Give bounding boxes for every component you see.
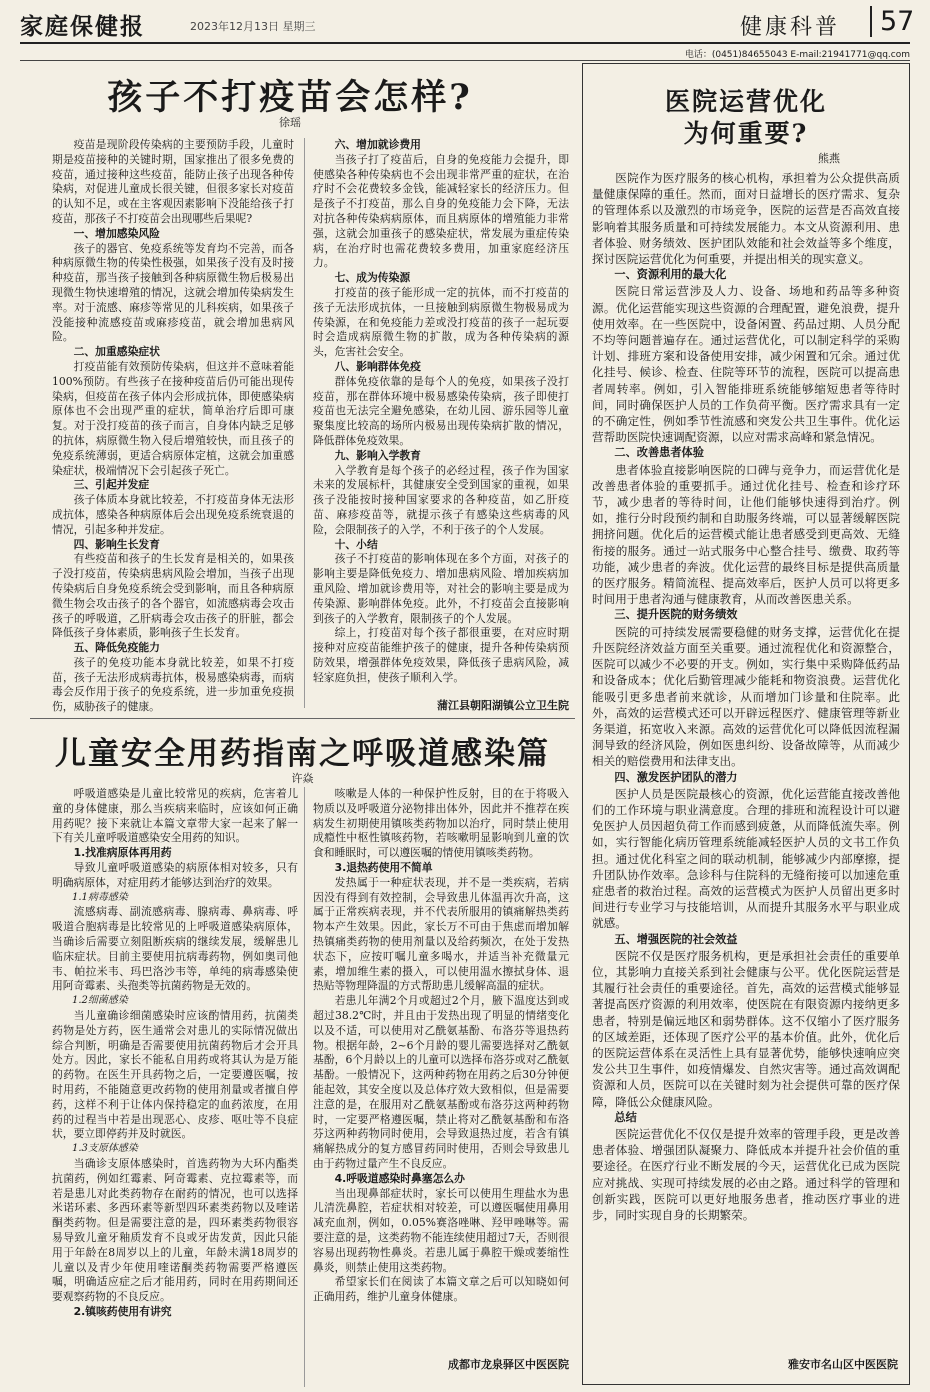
paragraph: 呼吸道感染是儿童比较常见的疾病，危害着儿童的身体健康，那么当疾病来临时，应该如何正确用药呢？接下来就让本篇文章带大家一起来了解一下有关儿童呼吸道感染安全用药的知识。 [52,787,298,845]
subheading: 五、增强医院的社会效益 [614,932,738,946]
paragraph: 打疫苗能有效预防传染病，但这并不意味着能100%预防。有些孩子在接种疫苗后仍可能出现传染病，但疫苗在孩子体内会形成抗体，即使感染病原体也不会出现严重的症状，简单治疗后即可康复。对于没打疫苗的孩子而言，自身体内缺乏足够的抗体，病原微生物入侵后增殖较快，而且孩子的免疫系统薄弱，更适合病原体定植，这就会加重感染症状，极端情况下会引起孩子死亡。 [52,359,294,477]
column-divider [304,138,305,708]
column-divider [304,787,305,1387]
paragraph: 发热属于一种症状表现，并不是一类疾病，若病因没有得到有效控制，会导致患儿体温再次升高，这属于正常疾病表现，并不代表所服用的镇痛解热类药物本产生效果。因此，家长万不可由于焦虑而增加解热镇痛类药物的使用剂量以及给药频次，在处于发热状态下，应按叮嘱儿童多喝水，并适当补充微量元素，增加维生素的摄入，可以使用温水擦拭身体、退热贴等物理降温的方式帮助患儿缓解高温的症状。 [313,875,569,993]
paragraph: 当孩子打了疫苗后，自身的免疫能力会提升，即使感染各种传染病也不会出现非常严重的症状，在治疗时不会花费较多金钱，能减轻家长的经济压力。但是孩子不打疫苗，那么自身的免疫能力会下降，无法对抗各种传染病病原体，而且病原体的增殖能力非常强，这就会加重孩子的感染症状，常发展为重症传染病，在治疗时也需花费较多费用，加重家庭经济压力。 [313,152,569,270]
paragraph: 医院的可持续发展需要稳健的财务支撑，运营优化在提升医院经济效益方面至关重要。通过流程优化和资源整合，医院可以减少不必要的开支。例如，实行集中采购降低药品和设备成本；优化后勤管理减少能耗和物资浪费。运营优化能吸引更多患者前来就诊，从而增加门诊量和住院率。此外，高效的运营模式还可以开辟远程医疗、健康管理等新业务渠道，拓宽收入来源。高效的运营优化可以降低因流程漏洞导致的经济风险，例如医患纠纷、设备故障等，从而减少相关的赔偿费用和法律支出。 [592,624,900,769]
paragraph: 孩子的免疫功能本身就比较差，如果不打疫苗，孩子无法形成病毒抗体，极易感染病毒，而病毒会反作用于孩子的免疫系统，进一步加重免疫损伤，威胁孩子的健康。 [52,655,294,713]
subheading: 一、增加感染风险 [73,226,160,240]
paragraph: 有些疫苗和孩子的生长发育是相关的，如果孩子没打疫苗，传染病患病风险会增加，当孩子出现传染病后自身免疫系统会受到影响，而且各种病原微生物会攻击孩子的各个器官，如流感病毒会攻击孩子的呼吸道，乙肝病毒会攻击孩子的肝脏，都会降低孩子身体素质，影响孩子生长发育。 [52,552,294,640]
paragraph: 当儿童确诊细菌感染时应该酌情用药，抗菌类药物是处方药，医生通常会对患儿的实际情况做出综合判断，明确是否需要使用抗菌药物后才会开具处方。因此，家长不能私自用药或将其认为是万能的药物。在医生开具药物之后，一定要遵医嘱，按时用药，不能随意更改药物的使用剂量或者擅自停药，这样不利于让体内保持稳定的血药浓度，在用药的过程当中若是出现恶心、皮疹、呕吐等不良症状，要立即停药并及时就医。 [52,1008,298,1141]
masthead-rule [20,42,910,44]
subheading: 四、激发医护团队的潜力 [614,770,738,784]
article2-column-2 [313,787,569,1357]
article1-column-2 [313,138,569,698]
subheading: 1.2细菌感染 [72,995,128,1007]
article2-column-1 [52,787,298,1387]
article3-title-line1: 医院运营优化 [664,87,827,116]
issue-date: 2023年12月13日 星期三 [190,20,316,33]
paragraph: 孩子体质本身就比较差，不打疫苗身体无法形成抗体，感染各种病原体后会出现免疫系统衰退的情况，引起多种并发症。 [52,493,294,536]
paragraph: 综上，打疫苗对每个孩子都很重要，在对应时期接种对应疫苗能维护孩子的健康，提升各种传染病预防效果，增强群体免疫效果，降低孩子患病风险，减轻家庭负担，使孩子顺利入学。 [313,626,569,684]
subheading: 三、引起并发症 [73,478,150,492]
subheading: 1.3支原体感染 [72,1143,138,1155]
article1-author: 徐瑶 [279,116,301,129]
paragraph: 群体免疫依靠的是每个人的免疫，如果孩子没打疫苗，那在群体环境中极易感染传染病，孩子即使打疫苗也无法完全避免感染，在幼儿园、游乐园等儿童聚集度比较高的场所内极易出现传染病扩散的情况，降低群体免疫效果。 [313,374,569,447]
article1-title: 孩子不打疫苗会怎样? [107,77,473,118]
article3-body [592,170,900,1350]
subheading: 总结 [614,1110,637,1124]
article-divider [30,718,575,719]
paragraph: 流感病毒、副流感病毒、腺病毒、鼻病毒、呼吸道合胞病毒是比较常见的上呼吸道感染病原体，当确诊后需要立刻阻断疾病的继续发展，缓解患儿临床症状。目前主要使用抗病毒药物，例如奥司他韦、帕拉米韦、玛巴洛沙韦等，单纯的病毒感染使用阿奇霉素、头孢类等抗菌药物是无效的。 [52,905,298,993]
paragraph: 医院作为医疗服务的核心机构，承担着为公众提供高质量健康保障的重任。然而，面对日益增长的医疗需求、复杂的管理体系以及激烈的市场竞争，医院的运营是否高效直接影响着其服务质量和可持续发展能力。本文从资源利用、患者体验、财务绩效、医护团队效能和社会效益等多个维度，探讨医院运营优化为何重要，并提出相关的现实意义。 [592,171,900,267]
article2-title: 儿童安全用药指南之呼吸道感染篇 [55,736,550,772]
article3-title [582,86,910,150]
subheading: 九、影响入学教育 [334,448,421,462]
paragraph: 医护人员是医院最核心的资源，优化运营能直接改善他们的工作环境与职业满意度。合理的排班和流程设计可以避免医护人员因超负荷工作而感到疲惫，从而降低流失率。例如，实行智能化病历管理系统能减轻医护人员的文书工作负担。通过优化科室之间的联动机制，能够减少内部摩擦，提升团队协作效率。急诊科与住院科的无缝衔接可以加速危重症患者的救治过程。高效的运营模式为医护人员留出更多时间进行专业学习与技能培训，从而提升其服务水平与职业成就感。 [592,786,900,931]
paragraph: 医院日常运营涉及人力、设备、场地和药品等多种资源。优化运营能实现这些资源的合理配置，避免浪费，提升使用效率。在一些医院中，设备闲置、药品过期、人员分配不均等问题普遍存在。通过运营优化，可以制定科学的采购计划、排班方案和设备使用安排，减少闲置和冗余。通过优化挂号、候诊、检查、住院等环节的流程，医院可以提高患者周转率。例如，引入智能排班系统能够缩短患者等待时间，同时确保医护人员的工作负荷平衡。医疗需求具有一定的不确定性，例如季节性流感和突发公共卫生事件。优化运营帮助医院快速调配资源，以应对需求高峰和紧急情况。 [592,284,900,445]
paragraph: 孩子不打疫苗的影响体现在多个方面，对孩子的影响主要是降低免疫力、增加患病风险、增加疾病加重风险、增加就诊费用等，对社会的影响主要是成为传染源、影响群体免疫。此外，不打疫苗会直接影响到孩子的入学教育，限制孩子的个人发展。 [313,552,569,625]
subheading: 3.退热药使用不简单 [334,860,433,874]
article2-author: 许焱 [291,772,314,785]
page-number: 57 [870,6,914,37]
subheading: 2.镇咳药使用有讲究 [73,1304,172,1318]
subheading: 1.1病毒感染 [72,891,128,903]
subheading: 二、改善患者体验 [614,446,704,460]
article3-source: 雅安市名山区中医医院 [788,1358,898,1371]
paragraph: 入学教育是每个孩子的必经过程，孩子作为国家未来的发展标杆，其健康安全受到国家的重视，如果孩子没能按时接种国家要求的各种疫苗，如乙肝疫苗、麻疹疫苗等，就提示孩子有感染这些病毒的风险，会限制孩子的入学，不利于孩子的个人发展。 [313,463,569,536]
subheading: 一、资源利用的最大化 [614,268,727,282]
paragraph: 打疫苗的孩子能形成一定的抗体，而不打疫苗的孩子无法形成抗体，一旦接触到病原微生物极易成为传染源，在和免疫能力差或没打疫苗的孩子一起玩耍时会造成病原微生物的扩散，成为各种传染病的源头，危害社会安全。 [313,285,569,359]
subheading: 六、增加就诊费用 [334,138,421,151]
article2-source: 成都市龙泉驿区中医医院 [448,1358,569,1371]
paragraph: 若患儿年满2个月或超过2个月，腋下温度达到或超过38.2℃时，并且由于发热出现了明显的情绪变化以及不适，可以使用对乙酰氨基酚、布洛芬等退热药物。根据年龄，2~6个月龄的婴儿需要选择对乙酰氨基酚，6个月龄以上的儿童可以选择布洛芬或对乙酰氨基酚。一般情况下，这两种药物在用药之后30分钟便能起效，其安全度以及总体疗效大致相似，但是需要注意的是，在服用对乙酰氨基酚或布洛芬这两种药物时，一定要严格遵医嘱，禁止将对乙酰氨基酚和布洛芬这两种药物同时使用，会导致退热过度，若含有镇痛解热成分的复方感冒药同时使用，否则会导致患儿由于药物过量产生不良反应。 [313,994,569,1170]
paragraph: 孩子的器官、免疫系统等发育均不完善，而各种病原微生物的传染性极强，如果孩子没有及时接种疫苗，那当孩子接触到各种病原微生物后极易出现微生物快速增殖的情况，这就会增加传染病发生率。对于流感、麻疹等常见的儿科疾病，如果孩子没能接种流感疫苗或麻疹疫苗，就会增加患病风险。 [52,241,294,344]
contact-line: 电话：(0451)84655043 E-mail:21941771@qq.com [684,50,910,60]
subheading: 二、加重感染症状 [73,345,160,359]
paragraph: 患者体验直接影响医院的口碑与竞争力，而运营优化是改善患者体验的重要抓手。通过优化挂号、检查和诊疗环节，减少患者的等待时间，让他们能够快速得到治疗。例如，推行分时段预约制和自助服务终端，可以显著缓解医院拥挤问题。优化后的运营模式能让患者感受到更高效、无缝衔接的服务。通过一站式服务中心整合挂号、缴费、取药等功能，减少患者的奔波。优化运营的最终目标是提供高质量的医疗服务。精简流程、提高效率后，医护人员可以将更多时间用于患者沟通与健康教育，从而改善医患关系。 [592,462,900,607]
paragraph: 当确诊支原体感染时，首选药物为大环内酯类抗菌药，例如红霉素、阿奇霉素、克拉霉素等，而若是患儿对此类药物存在耐药的情况，也可以选择米诺环素、多西环素等新型四环素类药物以及喹诺酮类药物。但是需要注意的是，四环素类药物很容易导致儿童牙釉质发育不良或牙齿发黄，因此只能用于年龄在8周岁以上的儿童，年龄未满18周岁的儿童以及青少年使用喹诺酮类药物需要严格遵医嘱，明确适应症之后才能用药，同时在用药期间还要观察药物的不良反应。 [52,1156,298,1304]
subheading: 1.找准病原体再用药 [73,846,172,860]
masthead-subrule [20,60,910,61]
paragraph: 医院运营优化不仅仅是提升效率的管理手段，更是改善患者体验、增强团队凝聚力、降低成本并提升社会价值的重要途径。在医疗行业不断发展的今天，运营优化已成为医院应对挑战、实现可持续发展的必由之路。通过科学的管理和创新实践，医院可以更好地服务患者，推动医疗事业的进步，同时实现自身的长期繁荣。 [592,1126,900,1222]
paragraph: 希望家长们在阅读了本篇文章之后可以知晓如何正确用药，维护儿童身体健康。 [313,1275,569,1304]
paragraph: 导致儿童呼吸道感染的病原体相对较多，只有明确病原体，对症用药才能够达到治疗的效果。 [52,860,298,889]
subheading: 七、成为传染源 [334,271,411,285]
article1-source: 蒲江县朝阳湖镇公立卫生院 [437,699,569,712]
article1-column-1 [52,138,294,713]
subheading: 三、提升医院的财务绩效 [614,608,738,622]
paragraph: 咳嗽是人体的一种保护性反射，目的在于将吸入物质以及呼吸道分泌物排出体外，因此并不推荐在疾病发生初期使用镇咳类药物加以治疗，同时禁止使用成瘾性中枢性镇咳药物，若咳嗽明显影响到儿童的饮食和睡眠时，可以遵医嘱的情使用镇咳类药物。 [313,787,569,860]
paragraph: 医院不仅是医疗服务机构，更是承担社会责任的重要单位，其影响力直接关系到社会健康与公平。优化医院运营是其履行社会责任的重要途径。首先，高效的运营模式能够显著提高医疗资源的利用效率，使医院在有限资源内接纳更多患者，特别是偏远地区和弱势群体。这不仅缩小了医疗服务的区域差距，还体现了医疗公平的基本价值。此外，优化后的医院运营体系在灵活性上具有显著优势，能够快速响应突发公共卫生事件，如疫情爆发、自然灾害等。通过高效调配资源和人员，医院可以在关键时刻为社会提供可靠的医疗保障，降低公众健康风险。 [592,948,900,1109]
paragraph: 当出现鼻部症状时，家长可以使用生理盐水为患儿清洗鼻腔，若症状相对较差，可以遵医嘱使用鼻用减充血剂，例如，0.05%赛洛唑啉、羟甲唑啉等。需要注意的是，这类药物不能连续使用超过7天，否则很容易出现药物性鼻炎。若患儿属于鼻腔干燥或萎缩性鼻炎，则禁止使用这类药物。 [313,1186,569,1274]
subheading: 四、影响生长发育 [73,537,160,551]
subheading: 十、小结 [334,537,378,551]
article3-title-line2: 为何重要? [683,119,809,148]
subheading: 五、降低免疫能力 [73,641,160,655]
subheading: 4.呼吸道感染时鼻塞怎么办 [334,1171,465,1185]
paragraph: 疫苗是现阶段传染病的主要预防手段，儿童时期是疫苗接种的关键时期，国家推出了很多免费的疫苗，通过接种这些疫苗，能防止孩子出现各种传染病，对促进儿童成长很关键，但很多家长对疫苗的认知不足，或在主客观因素影响下没能给孩子打疫苗，那孩子不打疫苗会出现哪些后果呢? [52,138,294,225]
subheading: 八、影响群体免疫 [334,359,421,373]
article3-author: 熊燕 [818,152,840,165]
paper-name: 家庭保健报 [20,14,145,40]
section-name: 健康科普 [740,15,841,40]
masthead [20,6,915,40]
